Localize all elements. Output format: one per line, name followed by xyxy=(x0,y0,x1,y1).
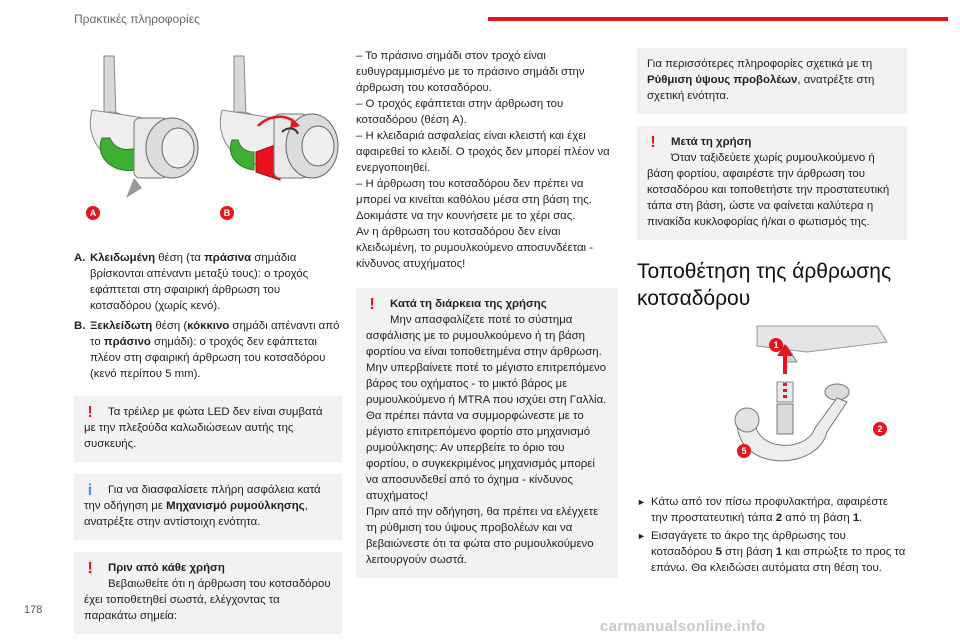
warning-icon: ! xyxy=(369,296,375,313)
warning-icon: ! xyxy=(650,134,656,151)
watermark: carmanualsonline.info xyxy=(600,618,766,635)
definition-a-text-2: σημάδια βρίσκονται απέναντι μεταξύ τους): ο τροχός εφάπτεται στη σφαιρική άρθρωση του κοτσαδόρου (χωρίς κενό). xyxy=(90,252,309,312)
instruction-step xyxy=(637,494,907,526)
warning-box-led xyxy=(74,396,342,462)
page-number: 178 xyxy=(24,604,43,616)
instruction-step-text xyxy=(651,528,907,576)
definition-b-text-2: σημάδι απέναντι από το xyxy=(90,320,340,348)
definition-b-text-3: σημάδι): ο τροχός δεν εφάπτεται πλέον στη σφαιρική άρθρωση του κοτσαδόρου (κενό περίπου 5 mm). xyxy=(90,336,326,380)
info-box-towing xyxy=(74,474,342,540)
checklist-item: Αν η άρθρωση του κοτσαδόρου δεν είναι κλειδωμένη, το ρυμουλκούμενο αποσυνδέεται - κίνδυνος ατυχήματος! xyxy=(356,226,594,270)
page-header-title: Πρακτικές πληροφορίες xyxy=(74,12,200,26)
warning-led-text: Τα τρέιλερ με φώτα LED δεν είναι συμβατά με την πλεξούδα καλωδιώσεων αυτής της συσκευής. xyxy=(84,406,323,450)
warning-during-use-text: Πριν από την οδήγηση, θα πρέπει να ελέγχετε τη ρύθμιση του ύψους προβολέων και να βεβαιώνεστε ότι τα φώτα στο ρυμουλκούμενο λειτουργούν σωστά. xyxy=(366,506,599,566)
warning-after-use-text: Όταν ταξιδεύετε χωρίς ρυμουλκούμενο ή βάση φορτίου, αφαιρέστε την άρθρωση του κοτσαδόρου και τοποθετήστε την προστατευτική τάπα στη βάση, ώστε να φαίνεται καλύτερα η πινακίδα κυκλοφορίας ή/και ο φωτισμός της. xyxy=(647,152,890,228)
figure-locked xyxy=(74,48,208,224)
instruction-step-text xyxy=(651,494,907,526)
step-arrow-icon: ► xyxy=(637,497,646,507)
warning-box-during-use xyxy=(356,288,618,578)
step1-text-1: Κάτω από τον πίσω προφυλακτήρα, αφαιρέστε την προστατευτική τάπα xyxy=(651,496,888,524)
info-text-1: Για να διασφαλίσετε πλήρη ασφάλεια κατά την οδήγηση με xyxy=(84,484,321,512)
definition-a-text-1: θέση (τα xyxy=(155,252,205,264)
checklist-item: – Ο τροχός εφάπτεται στην άρθρωση του κοτσαδόρου (θέση A). xyxy=(356,98,564,126)
warning-after-use-title: Μετά τη χρήση xyxy=(671,136,752,148)
column-middle xyxy=(356,48,618,578)
definition-unlocked xyxy=(74,318,342,382)
warning-icon: ! xyxy=(87,560,93,577)
header-accent-bar xyxy=(488,17,948,21)
install-figure xyxy=(637,322,907,482)
definition-locked xyxy=(74,250,342,314)
info-towing-text xyxy=(84,482,332,530)
definition-a-green: πράσινα xyxy=(204,252,252,264)
step2-text-3: και σπρώξτε το προς τα επάνω. Θα κλειδώσει αυτόματα στη θέση του. xyxy=(651,546,906,574)
headlamp-text-1: Για περισσότερες πληροφορίες σχετικά με τη xyxy=(647,58,873,70)
instruction-step xyxy=(637,528,907,576)
step1-bold-1: 2 xyxy=(775,512,783,524)
headlamp-reference-text xyxy=(647,56,897,104)
warning-during-use-text: Μην υπερβαίνετε ποτέ το μέγιστο επιτρεπόμενο βάρος του οχήματος - το μικτό βάρος με ρυμουλκούμενο ή MTRA που ισχύει στη Γαλλία. xyxy=(366,362,607,406)
headlamp-text-2: , ανατρέξτε στη σχετική ενότητα. xyxy=(647,74,875,102)
step1-bold-2: 1 xyxy=(852,512,860,524)
figure-label-a: A xyxy=(86,206,100,220)
figure-unlocked xyxy=(208,48,342,224)
definition-b-text-1: θέση ( xyxy=(152,320,188,332)
step2-bold-1: 5 xyxy=(715,546,722,558)
column-right xyxy=(637,48,907,578)
info-text-bold: Μηχανισμό ρυμούλκησης xyxy=(166,500,305,512)
step1-text-3: . xyxy=(859,512,863,524)
warning-before-use-title: Πριν από κάθε χρήση xyxy=(108,562,225,574)
warning-during-use-text: Μην απασφαλίζετε ποτέ το σύστημα ασφάλισης με το ρυμουλκούμενο ή τη βάση φορτίου να είναι τοποθετημένα στην άρθρωση. xyxy=(366,314,602,358)
figure-label-b: B xyxy=(220,206,234,220)
definition-key-b: B. xyxy=(74,320,86,332)
checklist-item: – Το πράσινο σημάδι στον τροχό είναι ευθυγραμμισμένο με το πράσινο σημάδι στην άρθρωση του κοτσαδόρου. xyxy=(356,50,585,94)
lock-position-figures xyxy=(74,48,342,224)
step2-text-1: Εισαγάγετε το άκρο της άρθρωσης του κοτσαδόρου xyxy=(651,530,846,558)
callout-5: 5 xyxy=(737,444,751,458)
warning-icon: ! xyxy=(87,404,93,421)
warning-box-after-use xyxy=(637,126,907,240)
warning-box-before-use xyxy=(74,552,342,634)
info-box-headlamp xyxy=(637,48,907,114)
definition-b-green: πράσινο xyxy=(103,336,151,348)
step2-bold-2: 1 xyxy=(775,546,783,558)
info-icon: i xyxy=(87,482,93,499)
definition-a-term: Κλειδωμένη xyxy=(90,252,156,264)
section-title: Τοποθέτηση της άρθρωσης κοτσαδόρου xyxy=(637,260,892,310)
warning-during-use-title: Κατά τη διάρκεια της χρήσης xyxy=(390,298,547,310)
column-left xyxy=(74,48,342,634)
checklist xyxy=(356,48,618,272)
info-text-2: , ανατρέξτε στην αντίστοιχη ενότητα. xyxy=(84,500,308,528)
callout-2: 2 xyxy=(873,422,887,436)
definition-b-term: Ξεκλείδωτη xyxy=(90,320,153,332)
definition-b-red: κόκκινο xyxy=(187,320,230,332)
callout-1: 1 xyxy=(769,338,783,352)
headlamp-text-bold: Ρύθμιση ύψους προβολέων xyxy=(647,74,798,86)
warning-during-use-text: Θα πρέπει πάντα να συμμορφώνεστε με το μέγιστο επιτρεπόμενο φορτίο στο μηχανισμό ρυμούλκησης: Αν υπερβείτε το όριο του φορτίου, ο συγκεκριμένος μηχανισμός μπορεί να αποσυνδεθεί από το όχημα - κίνδυνος ατυχήματος! xyxy=(366,410,595,502)
step2-text-2: στη βάση xyxy=(721,546,776,558)
checklist-item: – Η άρθρωση του κοτσαδόρου δεν πρέπει να μπορεί να κινείται καθόλου μέσα στη βάση της. Δοκιμάστε να την κουνήσετε με το χέρι σας. xyxy=(356,178,592,222)
definition-key-a: A. xyxy=(74,252,86,264)
warning-before-use-text: Βεβαιωθείτε ότι η άρθρωση του κοτσαδόρου έχει τοποθετηθεί σωστά, ελέγχοντας τα παρακάτω σημεία: xyxy=(84,578,331,622)
step-arrow-icon: ► xyxy=(637,531,646,541)
checklist-item: – Η κλειδαριά ασφαλείας είναι κλειστή και έχει αφαιρεθεί το κλειδί. Ο τροχός δεν μπορεί πλέον να ενεργοποιηθεί. xyxy=(356,130,610,174)
step1-text-2: από τη βάση xyxy=(782,512,853,524)
